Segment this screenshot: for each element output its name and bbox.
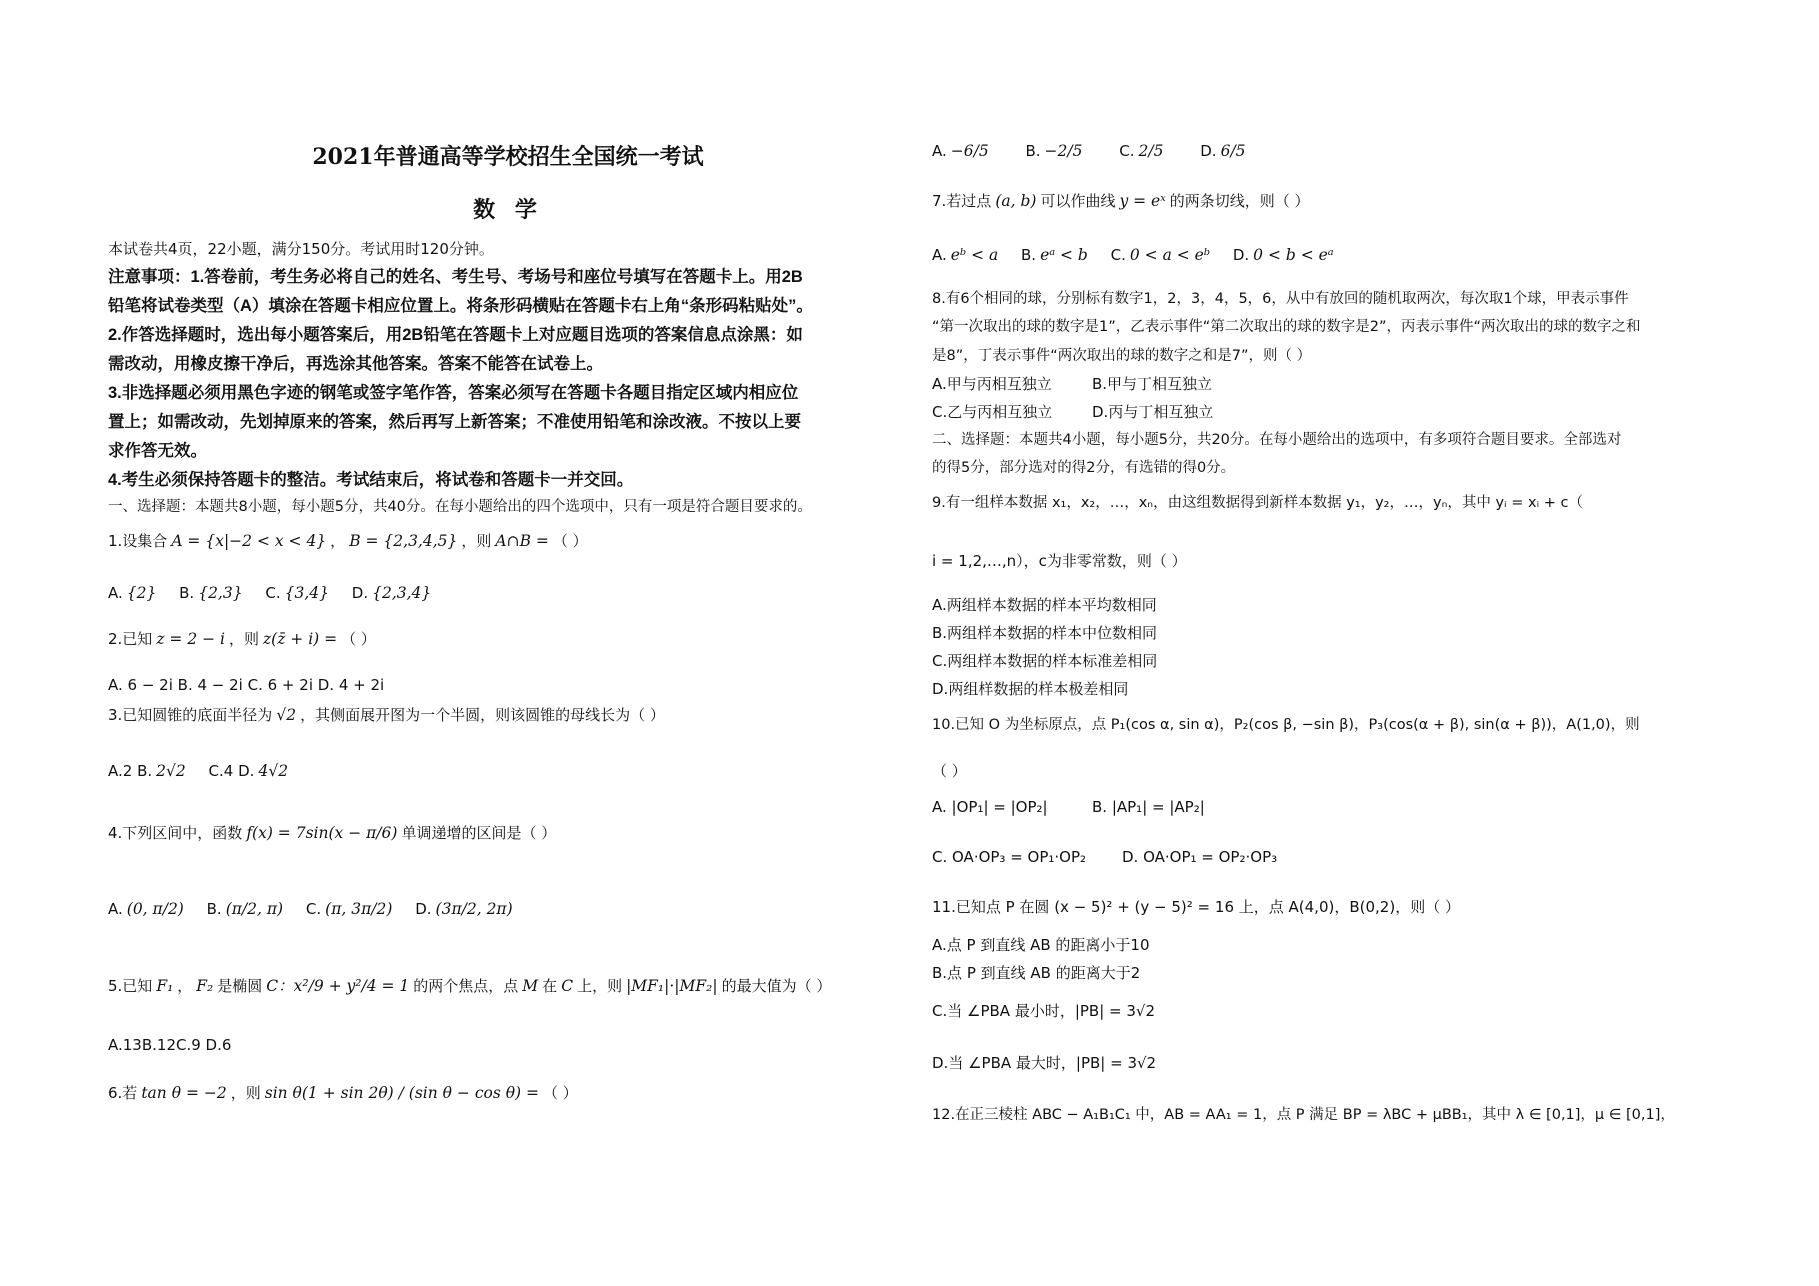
- notice-line: 置上；如需改动，先划掉原来的答案，然后再写上新答案；不准使用铅笔和涂改液。不按以上要: [108, 413, 801, 431]
- exam-title: 2021年普通高等学校招生全国统一考试: [312, 144, 704, 170]
- question-11: 11.已知点 P 在圆 (x − 5)² + (y − 5)² = 16 上，点 A(4,0)，B(0,2)，则（ ）: [932, 898, 1460, 916]
- question-8-line: “第一次取出的球的数字是1”，乙表示事件“第二次取出的球的数字是2”，丙表示事件“两次取出的球的数字之和: [932, 319, 1641, 335]
- question-11-option: D.当 ∠PBA 最大时，|PB| = 3√2: [932, 1054, 1157, 1072]
- question-7-options: A. eᵇ < a B. eᵃ < b C. 0 < a < eᵇ D. 0 < b < eᵃ: [932, 246, 1334, 264]
- question-7: 7.若过点 (a, b) 可以作曲线 y = eˣ 的两条切线，则（ ）: [932, 192, 1310, 210]
- question-3-options: A.2 B. 2√2 C.4 D. 4√2: [108, 762, 289, 780]
- section1-header: 一、选择题：本题共8小题，每小题5分，共40分。在每小题给出的四个选项中，只有一项是符合题目要求的。: [108, 499, 812, 515]
- section2-header: 的得5分，部分选对的得2分，有选错的得0分。: [932, 460, 1236, 476]
- question-9-option: A.两组样本数据的样本平均数相同: [932, 596, 1157, 614]
- question-1-options: A. {2} B. {2,3} C. {3,4} D. {2,3,4}: [108, 584, 432, 602]
- question-3: 3.已知圆锥的底面半径为 √2 ，其侧面展开图为一个半圆，则该圆锥的母线长为（ ）: [108, 706, 665, 724]
- question-6-options: A. −6/5 B. −2/5 C. 2/5 D. 6/5: [932, 142, 1246, 160]
- question-12: 12.在正三棱柱 ABC − A₁B₁C₁ 中，AB = AA₁ = 1，点 P 满足 BP = λBC + μBB₁，其中 λ ∈ [0,1]，μ ∈ [0,1]，: [932, 1107, 1675, 1123]
- question-4: 4.下列区间中，函数 f(x) = 7sin(x − π/6) 单调递增的区间是（ ）: [108, 824, 557, 842]
- question-9: 9.有一组样本数据 x₁，x₂，…，xₙ，由这组数据得到新样本数据 y₁，y₂，…，yₙ，其中 yᵢ = xᵢ + c（: [932, 495, 1584, 511]
- notice-line: 3.非选择题必须用黑色字迹的钢笔或签字笔作答，答案必须写在答题卡各题目指定区域内相应位: [108, 384, 799, 402]
- question-2: 2.已知 z = 2 − i ，则 z(z̄ + i) = （ ）: [108, 630, 376, 648]
- notice-line: 铅笔将试卷类型（A）填涂在答题卡相应位置上。将条形码横贴在答题卡右上角“条形码粘贴处”。: [108, 297, 813, 315]
- question-11-option: B.点 P 到直线 AB 的距离大于2: [932, 964, 1141, 982]
- question-1: 1.设集合 A = {x|−2 < x < 4} ， B = {2,3,4,5} ，则 A∩B = （ ）: [108, 532, 588, 550]
- question-9-cont: i = 1,2,…,n），c为非零常数，则（ ）: [932, 552, 1187, 570]
- notice-line: 2.作答选择题时，选出每小题答案后，用2B铅笔在答题卡上对应题目选项的答案信息点涂黑：如: [108, 326, 803, 344]
- question-9-option: C.两组样本数据的样本标准差相同: [932, 652, 1158, 670]
- question-9-option: B.两组样本数据的样本中位数相同: [932, 624, 1158, 642]
- question-5: 5.已知 F₁ ， F₂ 是椭圆 C：x²/9 + y²/4 = 1 的两个焦点，点 M 在 C 上，则 |MF₁|·|MF₂| 的最大值为（ ）: [108, 977, 832, 995]
- question-8-line: 8.有6个相同的球，分别标有数字1，2，3，4，5，6，从中有放回的随机取两次，每次取1个球，甲表示事件: [932, 291, 1629, 307]
- question-10-options: C. OA·OP₃ = OP₁·OP₂ D. OA·OP₁ = OP₂·OP₃: [932, 848, 1278, 866]
- question-11-option: C.当 ∠PBA 最小时，|PB| = 3√2: [932, 1002, 1156, 1020]
- notice-line: 注意事项：1.答卷前，考生务必将自己的姓名、考生号、考场号和座位号填写在答题卡上。用2B: [108, 268, 803, 286]
- question-8-options: A.甲与丙相互独立 B.甲与丁相互独立: [932, 375, 1213, 393]
- intro-text: 本试卷共4页，22小题，满分150分。考试用时120分钟。: [108, 240, 494, 258]
- notice-line: 需改动，用橡皮擦干净后，再选涂其他答案。答案不能答在试卷上。: [108, 355, 603, 373]
- question-10-options: A. |OP₁| = |OP₂| B. |AP₁| = |AP₂|: [932, 798, 1205, 816]
- question-2-options: A. 6 − 2i B. 4 − 2i C. 6 + 2i D. 4 + 2i: [108, 676, 385, 694]
- notice-line: 4.考生必须保持答题卡的整洁。考试结束后，将试卷和答题卡一并交回。: [108, 471, 634, 489]
- question-11-option: A.点 P 到直线 AB 的距离小于10: [932, 936, 1150, 954]
- subject-title: 数 学: [473, 197, 543, 223]
- question-8-options: C.乙与丙相互独立 D.丙与丁相互独立: [932, 403, 1214, 421]
- question-4-options: A. (0, π/2) B. (π/2, π) C. (π, 3π/2) D. (3π/2, 2π): [108, 900, 513, 918]
- section2-header: 二、选择题：本题共4小题，每小题5分，共20分。在每小题给出的选项中，有多项符合题目要求。全部选对: [932, 432, 1622, 448]
- question-8-line: 是8”，丁表示事件“两次取出的球的数字之和是7”，则（ ）: [932, 348, 1312, 364]
- notice-line: 求作答无效。: [108, 442, 207, 460]
- question-10-cont: （ ）: [932, 762, 967, 780]
- question-9-option: D.两组样数据的样本极差相同: [932, 680, 1129, 698]
- question-6: 6.若 tan θ = −2 ，则 sin θ(1 + sin 2θ) / (sin θ − cos θ) = （ ）: [108, 1084, 578, 1102]
- question-5-options: A.13B.12C.9 D.6: [108, 1036, 232, 1054]
- question-10: 10.已知 O 为坐标原点，点 P₁(cos α, sin α)，P₂(cos β, −sin β)，P₃(cos(α + β), sin(α + β))，A(1,0)，则: [932, 717, 1640, 733]
